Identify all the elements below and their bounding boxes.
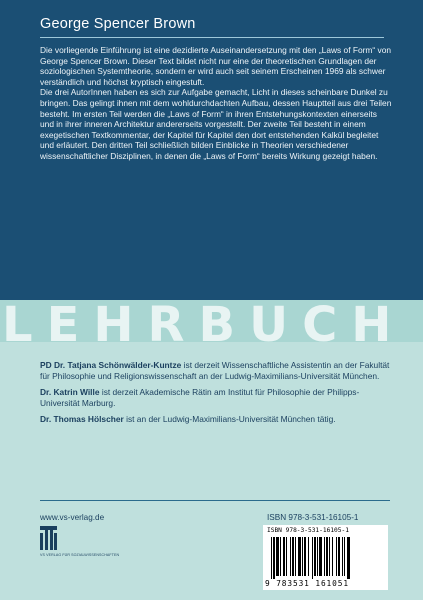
author-name-2: Dr. Katrin Wille xyxy=(40,387,100,398)
barcode-bar xyxy=(286,537,287,576)
barcode-bar xyxy=(273,537,275,579)
footer-rule xyxy=(40,500,390,501)
barcode-isbn: ISBN 978-3-531-16105-1 xyxy=(267,527,349,534)
barcode-bar xyxy=(308,537,309,576)
barcode-bar xyxy=(319,537,322,576)
publisher-line: VS VERLAG FÜR SOZIALWISSENSCHAFTEN xyxy=(40,553,120,557)
barcode-bar xyxy=(283,537,285,576)
blurb-paragraph-1: Die vorliegende Einführung ist eine dezidierte Auseinandersetzung mit den „Laws of Form“ von George Spencer Brown. Dieser Text bildet nicht nur eine der theoretischen Grundlagen der soziologischen Systemtheorie, sondern er wird auch seit seinem Erscheinen 1969 als schwer verständlich und höchst kryptisch eingestuft. xyxy=(40,45,392,87)
barcode-bar xyxy=(280,537,281,576)
publisher-url: www.vs-verlag.de xyxy=(40,513,105,522)
barcode-bar xyxy=(326,537,328,576)
barcode-bar xyxy=(347,537,350,579)
title-rule xyxy=(40,37,384,38)
barcode-bar xyxy=(338,537,340,576)
barcode-bar xyxy=(312,537,313,579)
barcode-bar xyxy=(332,537,333,576)
barcode-bar xyxy=(336,537,337,576)
barcode-bar xyxy=(271,537,272,579)
barcode-bars-icon xyxy=(271,537,381,579)
barcode-number: 9 783531 161051 xyxy=(265,579,349,588)
barcode-bar xyxy=(324,537,325,576)
isbn-text: ISBN 978-3-531-16105-1 xyxy=(267,513,359,522)
author-bio-3 xyxy=(40,414,390,425)
barcode-bar xyxy=(314,537,316,576)
book-title: George Spencer Brown xyxy=(40,16,196,32)
author-text-2: ist derzeit Akademische Rätin am Institut für Philosophie der Philipps-Universität Marburg. xyxy=(40,387,360,408)
lehrbuch-word: LEHRBUCH xyxy=(2,300,406,348)
lehrbuch-banner xyxy=(0,300,423,348)
author-name-3: Dr. Thomas Hölscher xyxy=(40,414,124,425)
barcode-bar xyxy=(298,537,301,576)
barcode-bar xyxy=(290,537,291,576)
blurb-paragraph-2: Die drei AutorInnen haben es sich zur Aufgabe gemacht, Licht in dieses scheinbare Dunkel zu bringen. Das gelingt ihnen mit dem wohldurchdachten Aufbau, dessen Hauptteil aus drei Teilen besteht. Im ersten Teil werden die „Laws of Form“ in ihren Entstehungskontexten einerseits und in ihrer inneren Architektur andererseits vorgestellt. Der zweite Teil besteht in einem exegetischen Textkommentar, der Kapitel für Kapitel den dort entstehenden Kalkül begleitet und erläutert. Den dritten Teil schließlich bilden Einblicke in Theorien verschiedener wissenschaftlicher Disziplinen, in denen die „Laws of Form“ bereits Wirkung gezeigt haben. xyxy=(40,87,392,161)
barcode-bar xyxy=(344,537,345,576)
barcode-bar xyxy=(276,537,279,576)
author-bio-2 xyxy=(40,387,390,408)
barcode-bar xyxy=(317,537,318,576)
author-bios xyxy=(40,360,390,431)
author-name-1: PD Dr. Tatjana Schönwälder-Kuntze xyxy=(40,360,182,370)
author-text-1: ist derzeit Wissenschaftliche Assistentin an der Fakultät für Philosophie und Religionswissenschaft an der Ludwig-Maximilians-Universität München. xyxy=(40,360,390,381)
author-bio-1 xyxy=(40,360,390,381)
blurb xyxy=(40,45,392,162)
barcode-bar xyxy=(302,537,303,576)
barcode-bar xyxy=(292,537,294,576)
barcode-bar xyxy=(329,537,330,576)
barcode-bar xyxy=(342,537,343,576)
barcode xyxy=(263,525,388,590)
vs-verlag-logo-icon xyxy=(40,526,92,550)
barcode-bar xyxy=(295,537,296,576)
barcode-bar xyxy=(304,537,306,576)
author-text-3: ist an der Ludwig-Maximilians-Universität München tätig. xyxy=(123,414,336,425)
